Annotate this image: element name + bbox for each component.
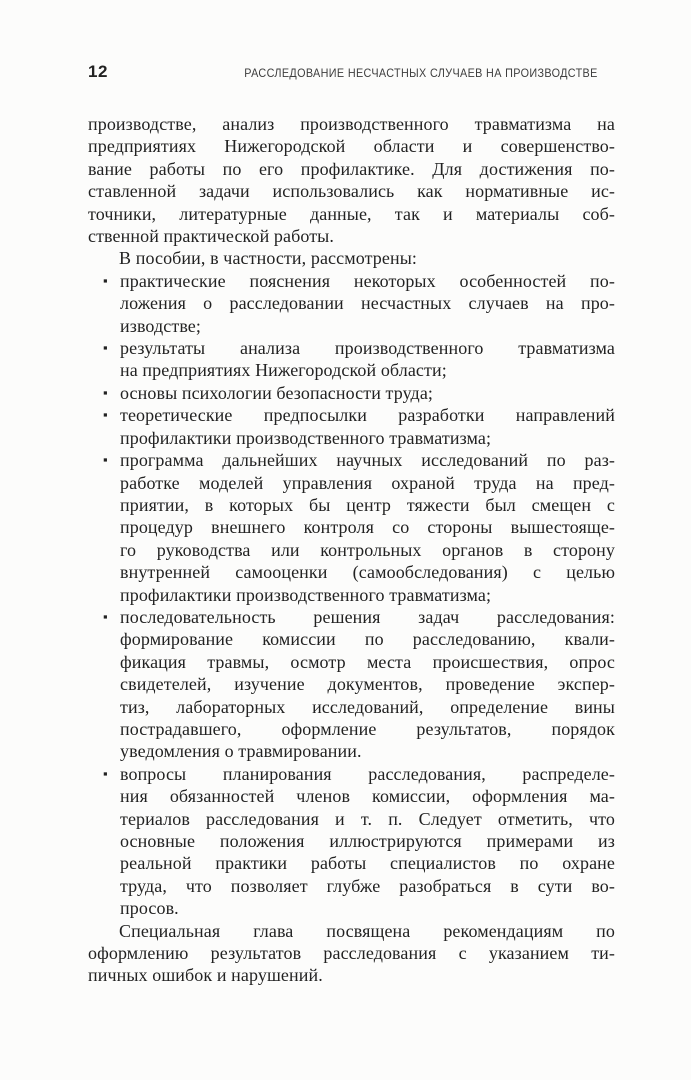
text-body [88, 113, 615, 987]
page-number: 12 [88, 62, 108, 81]
running-title: РАССЛЕДОВАНИЕ НЕСЧАСТНЫХ СЛУЧАЕВ НА ПРОИЗВОДСТВЕ [244, 66, 598, 80]
text-line: формирование комиссии по расследованию, квали- [120, 629, 615, 650]
text-line: производстве, анализ производственного травматизма на [88, 114, 615, 134]
text-line: процедур внешнего контроля со стороны вышестояще- [120, 517, 615, 538]
text-line: тиз, лабораторных исследований, определение вины [120, 696, 615, 717]
text-line: теоретические предпосылки разработки направлений [120, 405, 615, 426]
text-line: оформлению результатов расследования с указанием ти- [88, 943, 615, 964]
text-line: просов. [120, 898, 179, 919]
text-line: свидетелей, изучение документов, проведение экспер- [120, 674, 615, 695]
text-line: ставленной задачи использовались как нормативные ис- [88, 181, 615, 202]
page-header [88, 63, 615, 83]
text-line: труда, что позволяет глубже разобраться в сути во- [120, 875, 615, 896]
text-line: териалов расследования и т. п. Следует отметить, что [120, 808, 615, 829]
text-line: го руководства или контрольных органов в сторону [120, 539, 615, 560]
text-line: уведомления о травмировании. [120, 741, 362, 762]
text-line: Специальная глава посвящена рекомендациям по [119, 920, 615, 941]
text-line: В пособии, в частности, рассмотрены: [119, 248, 417, 269]
text-line: практические пояснения некоторых особенностей по- [120, 270, 615, 291]
text-line: основные положения иллюстрируются примерами из [120, 831, 615, 851]
bullet-item [88, 606, 615, 763]
paragraph [88, 247, 615, 269]
paragraph [88, 920, 615, 987]
text-line: точники, литературные данные, так и материалы соб- [88, 203, 615, 224]
text-line: реальной практики работы специалистов по охране [120, 853, 615, 874]
bullet-square-icon: ▪ [103, 608, 108, 624]
bullet-item [88, 337, 615, 382]
bullet-square-icon: ▪ [103, 407, 108, 423]
text-line: вание работы по его профилактике. Для достижения по- [88, 158, 615, 179]
text-line: ния обязанностей членов комиссии, оформления ма- [120, 786, 615, 807]
bullet-item [88, 404, 615, 449]
paragraph [88, 113, 615, 247]
text-line: работке моделей управления охраной труда на пред- [120, 472, 615, 493]
text-line: результаты анализа производственного травматизма [120, 338, 615, 359]
bullet-square-icon: ▪ [103, 340, 108, 356]
text-line: пострадавшего, оформление результатов, порядок [120, 718, 615, 739]
bullet-item [88, 763, 615, 920]
text-line: приятии, в которых бы центр тяжести был смещен с [120, 494, 615, 515]
bullet-item [88, 382, 615, 404]
bullet-item [88, 449, 615, 606]
bullet-square-icon: ▪ [103, 384, 108, 400]
bullet-square-icon: ▪ [103, 272, 108, 288]
text-line: вопросы планирования расследования, распределе- [120, 763, 615, 784]
text-line: последовательность решения задач расследования: [120, 606, 615, 627]
text-line: ложения о расследовании несчастных случаев на про- [120, 293, 615, 314]
bullet-square-icon: ▪ [103, 765, 108, 781]
text-line: основы психологии безопасности труда; [120, 382, 434, 403]
text-line: ственной практической работы. [88, 226, 334, 247]
text-line: программа дальнейших научных исследований по раз- [120, 450, 615, 471]
text-line: профилактики производственного травматизма; [120, 427, 492, 448]
bullet-item [88, 270, 615, 337]
text-line: изводстве; [120, 315, 201, 336]
text-line: предприятиях Нижегородской области и совершенство- [88, 136, 615, 157]
text-line: на предприятиях Нижегородской области; [120, 360, 447, 381]
text-line: пичных ошибок и нарушений. [88, 965, 323, 986]
text-line: внутренней самооценки (самообследования) с целью [120, 562, 615, 583]
text-line: профилактики производственного травматизма; [120, 584, 492, 605]
bullet-square-icon: ▪ [103, 452, 108, 468]
text-line: фикация травмы, осмотр места происшествия, опрос [120, 651, 615, 672]
